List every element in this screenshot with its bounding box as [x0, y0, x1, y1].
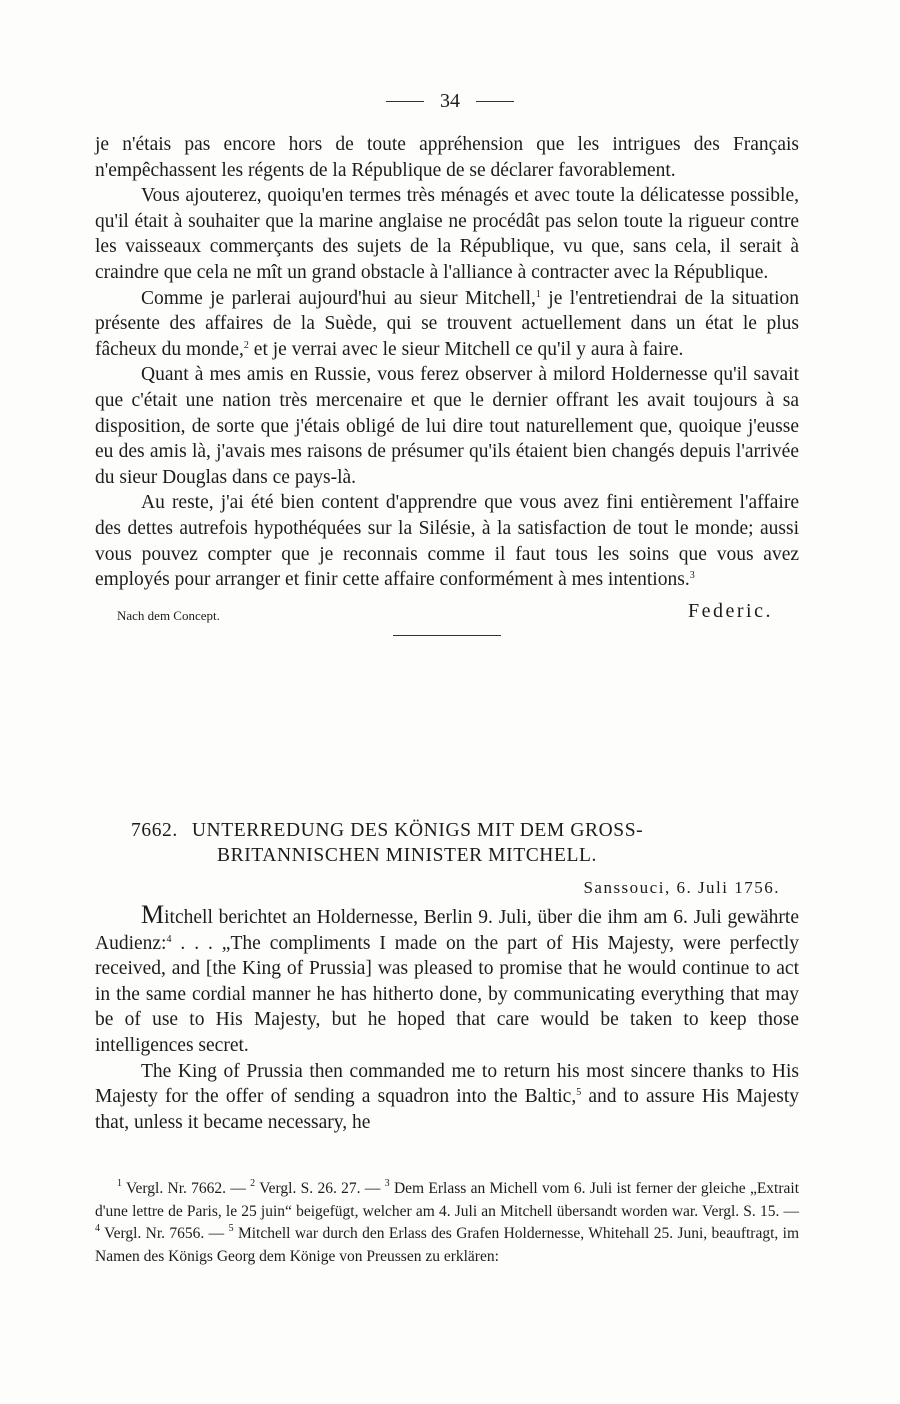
header-rule-right	[476, 101, 514, 102]
text-run: Comme je parlerai aujourd'hui au sieur Mitchell,	[141, 287, 536, 309]
footnote-ref[interactable]: 3	[689, 570, 695, 582]
signature: Federic.	[688, 599, 773, 622]
text-run: itchell berichtet an Holdernesse, Berlin 9. Juli, über die ihm am 6. Juli gewährte Audienz:	[95, 907, 799, 954]
footnote-number: 3	[384, 1178, 390, 1189]
footnote-ref[interactable]: 2	[243, 339, 249, 351]
text-run: and to assure His Majesty that, unless it became necessary, he	[95, 1086, 799, 1133]
section-title-line2: BRITANNISCHEN MINISTER MITCHELL.	[217, 845, 597, 866]
footnote-number: 5	[228, 1223, 234, 1235]
section-number: 7662.	[131, 820, 178, 841]
letter-paragraph: Vous ajouterez, quoiqu'en termes très ménagés et avec toute la délicatesse possible, qu'il était à souhaiter que la marine anglaise ne procédât pas selon toute la rigueur contre les vaisseaux commerçants des sujets de la République, vu que, sans cela, il serait à craindre que cela ne mît un grand obstacle à l'alliance à contracter avec la République.	[95, 185, 799, 283]
text-run: The King of Prussia then commanded me to return his most sincere thanks to His Majesty for the offer of sending a squadron into the Baltic,	[95, 1060, 799, 1108]
footnote-number: 1	[117, 1178, 122, 1189]
footnote-text: Vergl. Nr. 7662. —	[122, 1180, 251, 1197]
text-run: je l'entretiendrai de la situation présente des affaires de la Suède, qui se trouvent actuellement dans un état le plus fâcheux du monde,	[95, 287, 799, 360]
dateline: Sanssouci, 6. Juli 1756.	[583, 878, 780, 897]
dateline-date: 6. Juli 1756.	[676, 878, 780, 897]
footnotes	[95, 1178, 799, 1268]
footnote-number: 2	[250, 1178, 256, 1189]
section-heading	[131, 818, 799, 868]
letter-text	[95, 132, 799, 636]
letter-paragraph	[95, 286, 799, 363]
initial-letter: M	[141, 900, 165, 929]
footnote-text: Mitchell war durch den Erlass des Grafen Holdernesse, Whitehall 25. Juni, beauftragt, im Namen des Königs Georg dem Könige von Preussen zu erklären:	[95, 1225, 800, 1265]
section-title-line1: UNTERREDUNG DES KÖNIGS MIT DEM GROSS-	[191, 820, 644, 841]
footnote-number: 4	[95, 1223, 100, 1235]
page-number: 34	[440, 89, 460, 112]
section-divider	[393, 635, 501, 636]
footnote-block	[95, 1178, 799, 1268]
footnote-ref[interactable]: 1	[535, 288, 541, 300]
footnote-ref[interactable]: 4	[166, 933, 172, 945]
footnote-text: Vergl. S. 26. 27. —	[255, 1180, 385, 1197]
text-run: et je verrai avec le sieur Mitchell ce qu'il y aura à faire.	[248, 338, 684, 360]
header-rule-left	[386, 101, 424, 102]
signature-row	[95, 597, 799, 629]
report-text	[95, 902, 799, 1135]
page-header	[0, 86, 900, 116]
letter-paragraph	[95, 490, 799, 592]
document-section	[95, 818, 799, 1135]
text-run: Au reste, j'ai été bien content d'apprendre que vous avez fini entièrement l'affaire des dettes autrefois hypothéquées sur la Silésie, à la satisfaction de tout le monde; aussi vous pouvez compter que je reconnais comme il faut tous les soins que vous avez employés pour arranger et finir cette affaire conformément à mes intentions.	[95, 492, 799, 591]
source-note: Nach dem Concept.	[117, 607, 220, 623]
report-paragraph	[95, 902, 799, 1059]
footnote-ref[interactable]: 5	[576, 1087, 582, 1099]
text-run: . . . „The compliments I made on the part of His Majesty, were perfectly received, and [the King of Prussia] was pleased to promise that he would continue to act in the same cordial manner he has hitherto done, by communicating everything that may be of use to His Majesty, but he hoped that care would be taken to keep those intelligences secret.	[95, 932, 799, 1056]
footnote-text: Dem Erlass an Michell vom 6. Juli ist ferner der gleiche „Extrait d'une lettre de Paris, le 25 juin“ beigefügt, welcher am 4. Juli an Mitchell übersandt worden war. Vergl. S. 15. —	[95, 1180, 799, 1220]
report-paragraph	[95, 1059, 799, 1136]
dateline-place: Sanssouci	[583, 878, 665, 897]
letter-paragraph: Quant à mes amis en Russie, vous ferez observer à milord Holdernesse qu'il savait que c'était une nation très mercenaire et que le dernier offrant les avait toujours à sa disposition, de sorte que j'étais obligé de lui dire tout naturellement que, quoique j'eusse eu des amis là, j'avais mes raisons de présumer qu'ils étaient bien changés depuis l'arrivée du sieur Douglas dans ce pays-là.	[95, 364, 799, 488]
footnote-text: Vergl. Nr. 7656. —	[100, 1225, 229, 1243]
letter-paragraph: je n'étais pas encore hors de toute appréhension que les intrigues des Français n'empêchassent les régents de la République de se déclarer favorablement.	[95, 134, 799, 181]
